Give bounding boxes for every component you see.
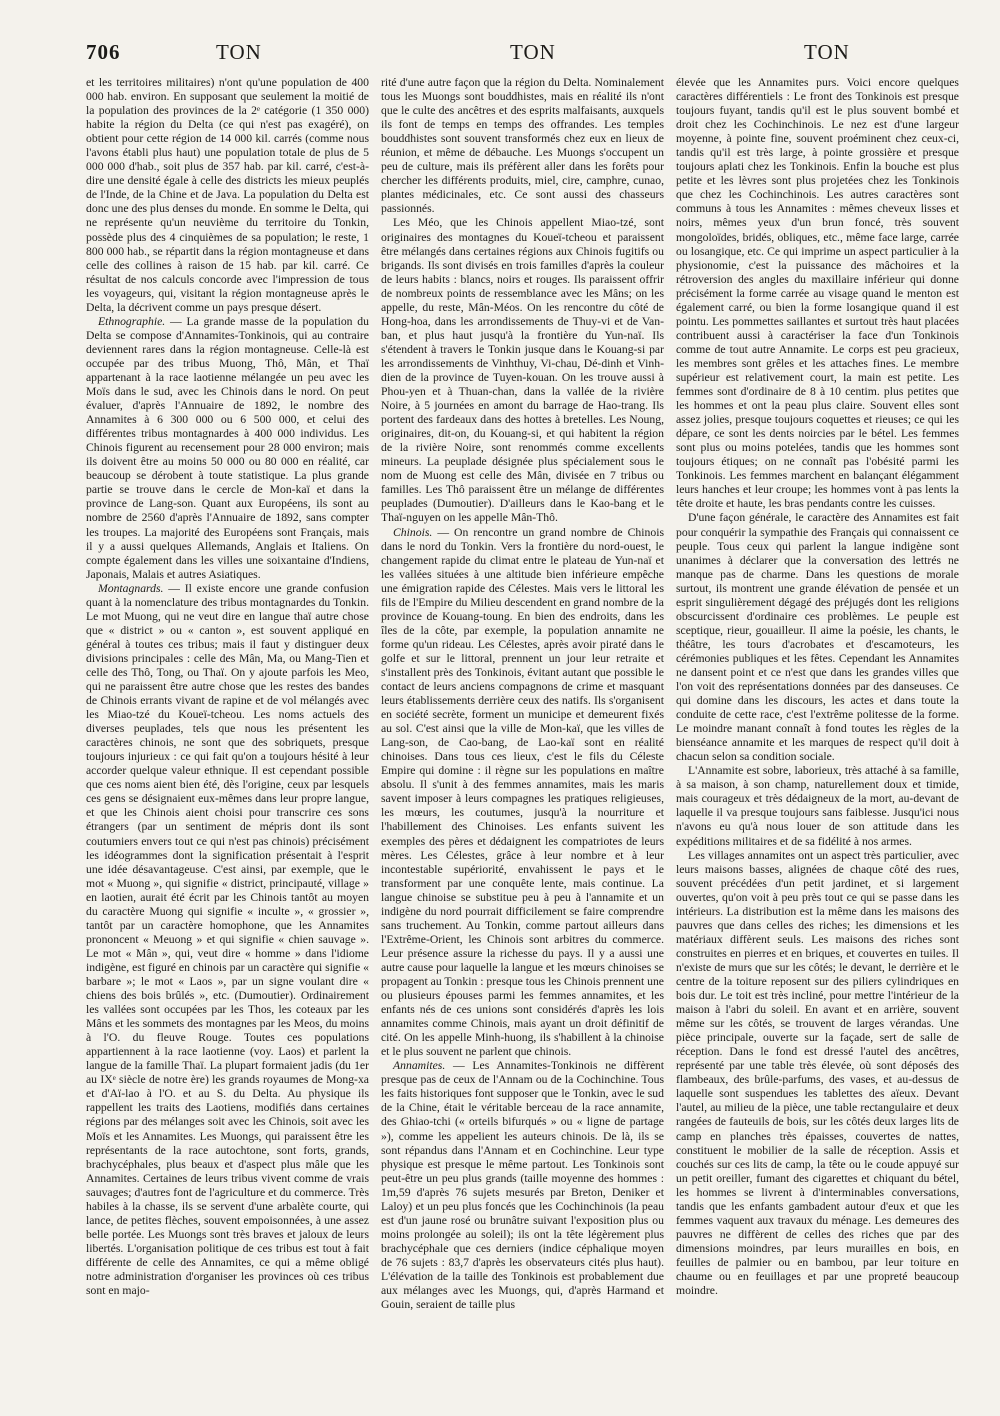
running-head-center: TON <box>510 40 556 64</box>
paragraph-text: L'Annamite est sobre, laborieux, très attaché à sa famille, à sa maison, à son champ, naturellement doux et timide, mais courageux et très dédaigneux de la mort, au-devant de laquelle il va presque toujours sans faiblesse. Jusqu'ici nous n'avons eu qu'à nous louer de son attitude dans les expéditions militaires et de sa fidélité à nos armes. <box>676 764 959 848</box>
paragraph-text: — Il existe encore une grande confusion quant à la nomenclature des tribus montagnardes du Tonkin. Le mot Muong, qui ne veut dire en langue thaï autre chose que « district » ou « canton », est souvent appliqué en général à toutes ces tribus; mais il faut y distinguer deux divisions principales : celle des Mân, Ma, ou Mang-Tien et celle des Thô, Tong, ou Thaï. On y ajoute parfois les Meo, qui ne paraissent être autre chose que les restes des bandes de Chinois errants vivant de rapine et de vol mélangés avec les Miao-tzé du Koueï-tcheou. Les noms actuels des diverses peuplades, tels que nous les présentent les caractères chinois, ne sont que des sobriquets, presque toujours injurieux : ce qui fait qu'on a toujours hésité à leur accorder quelque valeur ethnique. Il est cependant possible que ces noms aient bien été, dès l'origine, ceux par lesquels ces gens se désignaient eux-mêmes dans leur propre langue, et que les Chinois aient choisi pour transcrire ces sons étrangers (par un sentiment de mépris dont ils sont coutumiers envers tout ce qui n'est pas chinois) précisément les idéogrammes dont la signification présentait à l'esprit une idée désavantageuse. C'est ainsi, par exemple, que le mot « Muong », qui signifie « district, principauté, village » en laotien, aurait été écrit par les Chinois tantôt au moyen du caractère Muong qui signifie « inculte », « grossier », tantôt par un caractère homophone, que les Annamites prononcent « Meuong » et qui signifie « chien sauvage ». Le mot « Mân », qui, veut dire « homme » dans l'idiome indigène, est figuré en chinois par un caractère qui signifie « barbare »; le mot « Laos », par un signe voulant dire « chiens des bois brûlés », etc. (Dumoutier). Ordinairement les vallées sont occupées par les Thos, les coteaux par les Mâns et les sommets des montagnes par les Meos, du moins à l'O. du fleuve Rouge. Toutes ces populations appartiennent à la race laotienne (voy. Laos) et parlent la langue de la famille Thaï. La plupart formaient jadis (du 1er au IXᵉ siècle de notre ère) les grands royaumes de Mong-xa et d'Aï-lao à l'O. et au S. du Delta. Au physique ils rappellent les traits des Laotiens, modifiés dans certaines régions par des mélanges soit avec les Chinois, soit avec les Moïs et les Annamites. Les Muongs, qui paraissent être les représentants de la race autochtone, sont forts, grands, brachycéphales, plus beaux et d'aspect plus mâle que les Annamites. Certaines de leurs tribus vivent comme de vrais sauvages; d'autres font de l'agriculture et du commerce. Très habiles à la chasse, ils se servent d'une arbalète courte, qui lance, de petites flèches, souvent empoisonnées, à une assez belle portée. Les Muongs sont très braves et jaloux de leurs libertés. L'organisation politique de ces tribus est tout à fait différente de celle des Annamites, ce qui a même obligé notre administration d'organiser les provinces où ces tribus sont en majo- <box>86 581 369 1298</box>
paragraph-text: D'une façon générale, le caractère des Annamites est fait pour conquérir la sympathie des Français qui connaissent ce peuple. Tous ceux qui parlent la langue indigène sont unanimes à déclarer que la conversation des lettrés ne manque pas de charme. Dans les questions de morale surtout, ils montrent une grande élévation de pensée et un esprit singulièrement dégagé des préjugés dont les religions obscurcissent d'ordinaire ces problèmes. Le peuple est sceptique, rieur, gouailleur. Il aime la poésie, les chants, le théâtre, les tours d'acrobates et d'escamoteurs, les cérémonies publiques et les fêtes. Cependant les Annamites ne dansent point et ce n'est que dans les grandes villes que l'on voit des représentations données par des danseuses. Ce qui domine dans les discours, les actes et dans toute la conduite de cette race, c'est l'extrême politesse de la forme. Le moindre manant connaît à fond toutes les règles de la bienséance annamite et les marques de respect qu'il doit à chacun selon sa condition sociale. <box>676 511 959 764</box>
section-lead: Montagnards. <box>98 581 164 595</box>
continued-paragraph <box>86 76 369 315</box>
paragraph-text: élevée que les Annamites purs. Voici encore quelques caractères différentiels : Le front des Tonkinois est presque toujours fuyant, tandis qu'il est le plus souvent bombé et droit chez les Cochinchinois. Le nez est d'une largeur moyenne, à pointe fine, souvent proéminent chez ceux-ci, tandis qu'il est très large, à pointe grossière et presque toujours aplati chez les Tonkinois. Enfin la bouche est plus petite et les lèvres sont plus projetées chez les Tonkinois que chez les Cochinchinois. Les autres caractères sont communs à tous les Annamites : mêmes cheveux lisses et noirs, mêmes yeux d'un brun foncé, très souvent mongoloïdes, bridés, obliques, etc., même face large, carrée ou losangique, etc. Ce qui imprime un aspect particulier à la physionomie, c'est la puissance des mâchoires et la rétroversion des angles du maxillaire inférieur qui donne précisément la forme carrée au visage quand le menton est également carré, ou bien la forme losangique quand il est pointu. Les pommettes saillantes et surtout très haut placées contribuent aussi à caractériser la face d'un Tonkinois comme de tout autre Annamite. Le corps est peu gracieux, les membres sont grêles et les attaches fines. Le membre supérieur est relativement court, la main est petite. Les femmes sont d'ordinaire de 8 à 10 centim. plus petites que les hommes et ont la peau plus claire. Souvent elles sont assez jolies, presque toujours coquettes et rieuses; ce qui les dépare, ce sont les dents noircies par le bétel. Les femmes sont plus ou moins potelées, tandis que les hommes sont toujours étiques; on ne connaît pas l'obésité parmi les Tonkinois. Les femmes marchent en balançant élégamment leurs hanches et leur croupe; les hommes vont à pas lents la tête droite et haute, les bras pendants contre les cuisses. <box>676 76 959 511</box>
paragraph-text: rité d'une autre façon que la région du Delta. Nominalement tous les Muongs sont bouddhistes, mais en réalité ils n'ont que le culte des ancêtres et des esprits malfaisants, auxquels ils font de temps en temps des offrandes. Les temples bouddhistes sont souvent transformés chez eux en lieux de réunion, et même de débauche. Les Muongs s'occupent un peu de culture, mais ils préfèrent aller dans les forêts pour chercher les différents produits, miel, cire, camphre, cunao, plantes médicinales, etc. Ce sont aussi des chasseurs passionnés. <box>381 76 664 216</box>
continued-paragraph <box>676 76 959 511</box>
paragraph <box>86 315 369 582</box>
paragraph <box>676 764 959 848</box>
paragraph-text: — La grande masse de la population du Delta se compose d'Annamites-Tonkinois, qui au contraire deviennent rares dans la région montagneuse. Celle-là est occupée par des tribus Muong, Thô, Mân, et Thaï appartenant à la race laotienne mélangée un peu avec les Moïs dans le sud, avec les Chinois dans le nord. On peut évaluer, d'après l'Annuaire de 1892, le nombre des Annamites à 6 300 000 ou 6 500 000, et celui des différentes tribus montagnardes à 400 000 individus. Les Chinois figurent au recensement pour 28 000 environ; mais ils doivent être au moins 50 000 ou 80 000 en réalité, car beaucoup se dérobent à toute statistique. La plus grande partie se trouve dans le cercle de Mon-kaï et dans la province de Lang-son. Quant aux Européens, ils sont au nombre de 2560 d'après l'Annuaire de 1892, sans compter les troupes. La majorité des Européens sont Français, mais il y a aussi quelques Allemands, Anglais et Italiens. On compte également dans les villes une soixantaine d'Indiens, Japonais, Malais et autres Asiatiques. <box>86 314 369 581</box>
continued-paragraph <box>381 76 664 216</box>
paragraph-text: et les territoires militaires) n'ont qu'une population de 400 000 hab. environ. En supposant que seulement la moitié de la population des provinces de la 2ᵉ catégorie (1 350 000) habite la région du Delta (ce qui n'est pas exagéré), on obtient pour cette région de 14 000 kil. carrés (comme nous l'avons établi plus haut) une population totale de plus de 5 000 000 d'hab., soit plus de 357 hab. par kil. carré, c'est-à-dire une densité égale à celle des districts les mieux peuplés de l'Inde, de la Chine et de Java. La population du Delta est donc une des plus denses du monde. En somme le Delta, qui ne représente qu'un neuvième du territoire du Tonkin, possède plus des 4 cinquièmes de sa population; le reste, 1 800 000 hab., se répartit dans la région montagneuse et dans celle des collines à raison de 15 hab. par kil. carré. Ce résultat de nos calculs concorde avec l'impression de tous les voyageurs, qui, visitant la région montagneuse après le Delta, la décrivent comme un pays presque désert. <box>86 76 369 314</box>
text-column-3 <box>676 76 959 1386</box>
section-lead: Chinois. <box>393 525 433 539</box>
paragraph <box>676 511 959 764</box>
page-number: 706 <box>86 40 121 64</box>
running-head-left: TON <box>216 40 262 64</box>
text-column-2 <box>381 76 664 1386</box>
section-lead: Annamites. <box>393 1059 446 1073</box>
paragraph-text: — On rencontre un grand nombre de Chinois dans le nord du Tonkin. Vers la frontière du nord-ouest, le changement rapide du climat entre le plateau de Yun-naï et les vallées situées à une altitude bien inférieure empêche une émigration rapide des Célestes. Mais vers le littoral les fils de l'Empire du Milieu descendent en grand nombre de la province de Kouang-toung. En bien des endroits, dans les îles de la côte, par exemple, la population annamite ne forme qu'un rideau. Les Célestes, après avoir piraté dans le golfe et sur le littoral, prennent un jour leur retraite et s'installent près des Tonkinois, évitant autant que possible le contact de leurs anciens compagnons de crime et masquant leurs établissements derrière ceux des natifs. Ils s'organisent en société secrète, forment un municipe et demeurent fixés au sol. C'est ainsi que la ville de Mon-kaï, que les villes de Lang-son, de Cao-bang, de Lao-kaï sont en réalité chinoises. Dans tous ces lieux, c'est le fils du Céleste Empire qui domine : il règne sur les populations en maître absolu. Il s'unit à des femmes annamites, mais les maris savent imposer à leurs compagnes les pratiques religieuses, les mœurs, les coutumes, jusqu'à la nourriture et l'habillement des Chinoises. Les enfants suivent les exemples des pères et dédaignent les compatriotes de leurs mères. Les Célestes, grâce à leur nombre et à leur incontestable supériorité, envahissent le pays et le transforment par une conquête lente, mais continue. La langue chinoise se substitue peu à peu à l'annamite et un indigène du nord pourrait difficilement se faire comprendre sans truchement. Au Tonkin, comme partout ailleurs dans l'Extrême-Orient, les Chinois sont arbitres du commerce. Leur présence assure la richesse du pays. Il y a aussi une autre cause pour laquelle la langue et les mœurs chinoises se propagent au Tonkin : presque tous les Chinois prennent une ou plusieurs épouses parmi les femmes annamites, et les enfants nés de ces unions sont considérés d'après les lois annamites comme Chinois, mais ayant un droit définitif de cité. On les appelle Minh-huong, ils s'habillent à la chinoise et le plus souvent ne parlent que chinois. <box>381 525 664 1059</box>
section-lead: Ethnographie. <box>98 314 166 328</box>
paragraph-text: — Les Annamites-Tonkinois ne diffèrent presque pas de ceux de l'Annam ou de la Cochinchine. Tous les faits historiques font supposer que le Tonkin, avec le sud de la Chine, était le véritable berceau de la race annamite, des Ghiao-tchi (« orteils bifurqués » ou « ligne de partage »), comme les appelient les auteurs chinois. De là, ils se sont répandus dans l'Annam et en Cochinchine. Leur type physique est presque le même partout. Les Tonkinois sont peut-être un peu plus grands (taille moyenne des hommes : 1m,59 d'après 76 sujets mesurés par Breton, Deniker et Laloy) et un peu plus foncés que les Cochinchinois (la peau est d'un jaune rosé ou brunâtre suivant l'exposition plus ou moins prolongée au soleil); ils ont la tête légèrement plus brachycéphale que ces derniers (indice céphalique moyen de 76 sujets : 83,7 d'après les observateurs cités plus haut). L'élévation de la taille des Tonkinois est probablement due aux mélanges avec les Muongs, qui, d'après Harmand et Gouin, seraient de taille plus <box>381 1059 664 1312</box>
paragraph <box>86 582 369 1298</box>
paragraph <box>381 1059 664 1312</box>
paragraph-text: Les Méo, que les Chinois appellent Miao-tzé, sont originaires des montagnes du Koueï-tcheou et paraissent être mélangés dans certaines régions aux Chinois fugitifs ou brigands. Ils sont divisés en trois familles d'après la couleur de leurs habits : blancs, noirs et rouges. Ils paraissent offrir de nombreux points de ressemblance avec les Mâns; on les appelle, du reste, Mân-Méos. On les rencontre du côté de Hong-hoa, dans les arrondissements de Thuy-vi et de Van-ban, et plus haut jusqu'à la frontière du Yun-naï. Ils s'étendent à travers le Tonkin jusque dans le Kouang-si par les arrondissements de Vinhthuy, Vi-chau, Dé-dinh et Vinh-dien de la province de Tuyen-kouan. On les trouve aussi à Phou-yen et à Thuan-chan, dans la vallée de la rivière Noire, à 5 journées en amont du barrage de Hao-trang. Ils portent des fardeaux dans des hottes à bretelles. Les Noung, originaires, dit-on, du Kouang-si, et qui habitent la région de la rivière Noire, sont renommés comme excellents mineurs. La peuplade désignée plus spécialement sous le nom de Muong est celle des Mân, divisée en 7 tribus ou familles. Les Thô paraissent être un mélange de différentes peuplades (Dumoutier). D'ailleurs dans le Kao-bang et le Thaï-nguyen on les appelle Mân-Thô. <box>381 216 664 525</box>
paragraph <box>381 526 664 1060</box>
text-column-1 <box>86 76 369 1386</box>
page-header <box>86 40 936 72</box>
paragraph-text: Les villages annamites ont un aspect très particulier, avec leurs maisons basses, alignées de chaque côté des rues, souvent précédées d'un petit jardinet, et si largement ouvertes, qu'on voit à peu près tout ce qui se passe dans les intérieurs. La distribution est la même dans les maisons des pauvres que dans celles des riches; les dimensions et les matériaux diffèrent seuls. Les maisons des riches sont construites en pierres et en briques, et couvertes en tuiles. Il n'existe de murs que sur les côtés; le devant, le derrière et le centre de la toiture reposent sur des piliers cylindriques en bois dur. Le toit est très incliné, pour mettre l'intérieur de la maison à l'abri du soleil. En avant et en arrière, souvent même sur les côtés, se trouvent de larges vérandas. Une pièce principale, ouverte sur la façade, sert de salle de réception. Dans le fond est dressé l'autel des ancêtres, représenté par une table très élevée, où sont déposés des flambeaux, des brûle-parfums, des vases, et au-dessus de laquelle sont suspendues les tablettes des aïeux. Devant l'autel, au milieu de la pièce, une table rectangulaire et deux rangées de fauteuils de bois, sur les côtés deux larges lits de camp en planches très épaisses, couvertes de nattes, constituent le mobilier de la salle de réception. Assis et couchés sur ces lits de camp, la tête ou le coude appuyé sur un petit oreiller, fumant des cigarettes et chiquant du bétel, les hommes se livrent à d'interminables conversations, tandis que les enfants gambadent autour d'eux et que les femmes vaquent aux travaux du ménage. Les demeures des pauvres ne diffèrent de celles des riches que par des dimensions moindres, par leurs murailles en bois, en feuilles de palmier ou en bambou, par leur toiture en chaume ou en feuillages et par une propreté beaucoup moindre. <box>676 848 959 1298</box>
paragraph <box>381 216 664 525</box>
paragraph <box>676 849 959 1299</box>
running-head-right: TON <box>804 40 850 64</box>
